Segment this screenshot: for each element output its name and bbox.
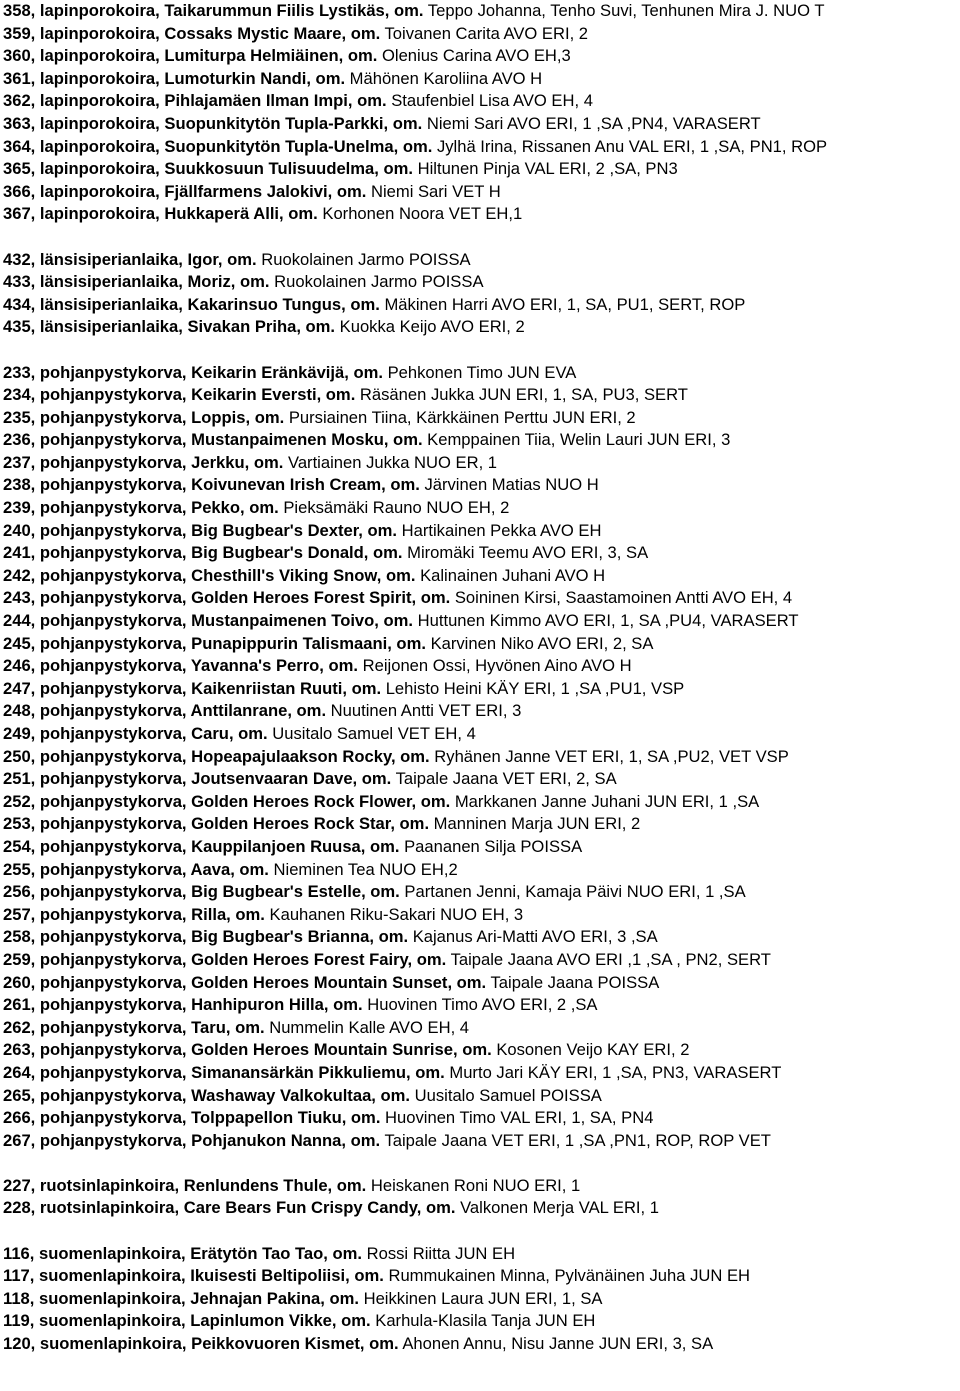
entry-result: Uusitalo Samuel POISSA: [410, 1085, 602, 1105]
result-entry: [3, 407, 957, 430]
entry-dog: 260, pohjanpystykorva, Golden Heroes Mountain Sunset, om.: [3, 972, 487, 992]
entry-result: Karhula-Klasila Tanja JUN EH: [370, 1311, 596, 1331]
result-entry: [3, 565, 957, 588]
entry-result: Taipale Jaana POISSA: [486, 972, 660, 992]
entry-result: Niemi Sari AVO ERI, 1 ,SA ,PN4, VARASERT: [422, 113, 761, 133]
result-entry: [3, 1039, 957, 1062]
entry-dog: 236, pohjanpystykorva, Mustanpaimenen Mosku, om.: [3, 430, 423, 450]
result-entry: [3, 113, 957, 136]
result-entry: [3, 678, 957, 701]
entry-dog: 233, pohjanpystykorva, Keikarin Eränkävijä, om.: [3, 362, 383, 382]
result-entry: [3, 362, 957, 385]
result-entry: [3, 452, 957, 475]
result-entry: [3, 904, 957, 927]
result-entry: [3, 68, 957, 91]
entry-result: Ryhänen Janne VET ERI, 1, SA ,PU2, VET VSP: [429, 746, 789, 766]
entry-result: Soininen Kirsi, Saastamoinen Antti AVO EH, 4: [450, 588, 793, 608]
result-entry: [3, 136, 957, 159]
result-entry: [3, 994, 957, 1017]
entry-result: Uusitalo Samuel VET EH, 4: [267, 724, 476, 743]
result-entry: [3, 633, 957, 656]
entry-dog: 246, pohjanpystykorva, Yavanna's Perro, om.: [3, 656, 359, 676]
entry-dog: 235, pohjanpystykorva, Loppis, om.: [3, 407, 285, 427]
entry-dog: 266, pohjanpystykorva, Tolppapellon Tiuku, om.: [3, 1108, 381, 1128]
entry-dog: 256, pohjanpystykorva, Big Bugbear's Estelle, om.: [3, 882, 400, 902]
result-entry: [3, 1288, 957, 1311]
entry-result: Ruokolainen Jarmo POISSA: [269, 272, 484, 292]
result-entry: [3, 1062, 957, 1085]
entry-result: Markkanen Janne Juhani JUN ERI, 1 ,SA: [450, 791, 760, 811]
result-entry: [3, 45, 957, 68]
entry-result: Korhonen Noora VET EH,1: [317, 204, 523, 224]
entry-result: Miromäki Teemu AVO ERI, 3, SA: [402, 543, 649, 563]
entry-result: Rossi Riitta JUN EH: [362, 1243, 516, 1263]
entry-dog: 253, pohjanpystykorva, Golden Heroes Rock Star, om.: [3, 814, 430, 834]
result-entry: [3, 1243, 957, 1266]
entry-dog: 239, pohjanpystykorva, Pekko, om.: [3, 498, 279, 518]
result-entry: [3, 474, 957, 497]
result-entry: [3, 723, 957, 746]
entry-dog: 117, suomenlapinkoira, Ikuisesti Beltipoliisi, om.: [3, 1266, 384, 1286]
results-document: [3, 0, 957, 1356]
entry-dog: 259, pohjanpystykorva, Golden Heroes Forest Fairy, om.: [3, 949, 447, 969]
entry-dog: 267, pohjanpystykorva, Pohjanukon Nanna, om.: [3, 1130, 381, 1150]
result-entry: [3, 23, 957, 46]
entry-result: Heikkinen Laura JUN ERI, 1, SA: [358, 1288, 603, 1308]
entry-dog: 434, länsisiperianlaika, Kakarinsuo Tungus, om.: [3, 294, 380, 314]
entry-result: Taipale Jaana VET ERI, 1 ,SA ,PN1, ROP, ROP VET: [380, 1130, 771, 1150]
result-entry: [3, 836, 957, 859]
entry-dog: 254, pohjanpystykorva, Kauppilanjoen Ruusa, om.: [3, 836, 400, 856]
entry-dog: 120, suomenlapinkoira, Peikkovuoren Kismet, om.: [3, 1334, 399, 1354]
entry-result: Valkonen Merja VAL ERI, 1: [455, 1198, 659, 1218]
entry-result: Kosonen Veijo KAY ERI, 2: [491, 1040, 690, 1060]
entry-dog: 234, pohjanpystykorva, Keikarin Eversti, om.: [3, 385, 356, 405]
result-entry: [3, 926, 957, 949]
entry-result: Taipale Jaana VET ERI, 2, SA: [391, 769, 617, 789]
result-entry: [3, 384, 957, 407]
result-entry: [3, 90, 957, 113]
entry-dog: 116, suomenlapinkoira, Erätytön Tao Tao, om.: [3, 1243, 363, 1263]
entry-dog: 366, lapinporokoira, Fjällfarmens Jalokivi, om.: [3, 181, 367, 201]
entry-result: Huovinen Timo VAL ERI, 1, SA, PN4: [380, 1108, 654, 1128]
result-entry: [3, 1107, 957, 1130]
entry-dog: 244, pohjanpystykorva, Mustanpaimenen Toivo, om.: [3, 611, 414, 631]
entry-result: Pursiainen Tiina, Kärkkäinen Perttu JUN ERI, 2: [284, 407, 636, 427]
entry-result: Reijonen Ossi, Hyvönen Aino AVO H: [358, 656, 632, 676]
entry-dog: 242, pohjanpystykorva, Chesthill's Viking Snow, om.: [3, 565, 416, 585]
result-entry: [3, 1265, 957, 1288]
entry-dog: 250, pohjanpystykorva, Hopeapajulaakson Rocky, om.: [3, 746, 430, 766]
entry-dog: 360, lapinporokoira, Lumiturpa Helmiäinen, om.: [3, 46, 378, 66]
entry-dog: 228, ruotsinlapinkoira, Care Bears Fun Crispy Candy, om.: [3, 1198, 456, 1218]
entry-dog: 237, pohjanpystykorva, Jerkku, om.: [3, 452, 284, 472]
entry-dog: 362, lapinporokoira, Pihlajamäen Ilman Impi, om.: [3, 91, 387, 111]
entry-result: Olenius Carina AVO EH,3: [377, 46, 571, 66]
result-entry: [3, 655, 957, 678]
entry-result: Pehkonen Timo JUN EVA: [382, 362, 577, 382]
entry-result: Kajanus Ari-Matti AVO ERI, 3 ,SA: [408, 927, 658, 947]
entry-result: Lehisto Heini KÄY ERI, 1 ,SA ,PU1, VSP: [381, 678, 685, 698]
result-entry: [3, 1197, 957, 1220]
entry-dog: 359, lapinporokoira, Cossaks Mystic Maare, om.: [3, 23, 381, 43]
entry-dog: 367, lapinporokoira, Hukkaperä Alli, om.: [3, 204, 318, 224]
entry-result: Kauhanen Riku-Sakari NUO EH, 3: [264, 904, 524, 924]
entry-result: Nuutinen Antti VET ERI, 3: [326, 701, 522, 721]
entry-dog: 247, pohjanpystykorva, Kaikenriistan Ruuti, om.: [3, 678, 382, 698]
entry-result: Paananen Silja POISSA: [399, 836, 583, 856]
entry-result: Partanen Jenni, Kamaja Päivi NUO ERI, 1 ,SA: [399, 882, 746, 902]
entry-dog: 435, länsisiperianlaika, Sivakan Priha, om.: [3, 317, 336, 337]
result-entry: [3, 0, 957, 23]
result-entry: [3, 316, 957, 339]
result-entry: [3, 1130, 957, 1153]
result-entry: [3, 1017, 957, 1040]
result-entry: [3, 158, 957, 181]
entry-dog: 251, pohjanpystykorva, Joutsenvaaran Dave, om.: [3, 769, 392, 789]
result-entry: [3, 249, 957, 272]
entry-result: Nieminen Tea NUO EH,2: [268, 859, 458, 879]
entry-dog: 245, pohjanpystykorva, Punapippurin Talismaani, om.: [3, 633, 426, 653]
result-entry: [3, 1175, 957, 1198]
entry-dog: 240, pohjanpystykorva, Big Bugbear's Dexter, om.: [3, 520, 398, 540]
result-entry: [3, 271, 957, 294]
entry-dog: 264, pohjanpystykorva, Simanansärkän Pikkuliemu, om.: [3, 1062, 445, 1082]
entry-dog: 258, pohjanpystykorva, Big Bugbear's Brianna, om.: [3, 927, 409, 947]
result-entry: [3, 181, 957, 204]
result-entry: [3, 203, 957, 226]
entry-result: Niemi Sari VET H: [366, 181, 501, 201]
entry-dog: 433, länsisiperianlaika, Moriz, om.: [3, 272, 270, 292]
result-entry: [3, 497, 957, 520]
result-entry: [3, 587, 957, 610]
entry-dog: 119, suomenlapinkoira, Lapinlumon Vikke, om.: [3, 1311, 371, 1331]
entry-result: Pieksämäki Rauno NUO EH, 2: [278, 498, 510, 518]
result-entry: [3, 429, 957, 452]
result-entry: [3, 610, 957, 633]
entry-result: Heiskanen Roni NUO ERI, 1: [366, 1175, 581, 1195]
result-entry: [3, 1310, 957, 1333]
result-entry: [3, 949, 957, 972]
result-entry: [3, 700, 957, 723]
result-entry: [3, 791, 957, 814]
entry-dog: 243, pohjanpystykorva, Golden Heroes Forest Spirit, om.: [3, 588, 451, 608]
result-entry: [3, 881, 957, 904]
entry-dog: 241, pohjanpystykorva, Big Bugbear's Donald, om.: [3, 543, 403, 563]
entry-dog: 358, lapinporokoira, Taikarummun Fiilis Lystikäs, om.: [3, 1, 424, 20]
entry-result: Teppo Johanna, Tenho Suvi, Tenhunen Mira J. NUO T: [423, 1, 825, 20]
entry-result: Taipale Jaana AVO ERI ,1 ,SA , PN2, SERT: [446, 949, 771, 969]
result-entry: [3, 294, 957, 317]
entry-dog: 227, ruotsinlapinkoira, Renlundens Thule, om.: [3, 1175, 367, 1195]
entry-result: Karvinen Niko AVO ERI, 2, SA: [425, 633, 654, 653]
entry-result: Räsänen Jukka JUN ERI, 1, SA, PU3, SERT: [355, 385, 688, 405]
entry-dog: 265, pohjanpystykorva, Washaway Valkokultaa, om.: [3, 1085, 411, 1105]
entry-dog: 263, pohjanpystykorva, Golden Heroes Mountain Sunrise, om.: [3, 1040, 492, 1060]
entry-dog: 365, lapinporokoira, Suukkosuun Tulisuudelma, om.: [3, 159, 413, 179]
entry-result: Toivanen Carita AVO ERI, 2: [380, 23, 589, 43]
entry-result: Rummukainen Minna, Pylvänäinen Juha JUN EH: [383, 1266, 751, 1286]
entry-dog: 252, pohjanpystykorva, Golden Heroes Rock Flower, om.: [3, 791, 451, 811]
entry-result: Kalinainen Juhani AVO H: [415, 565, 606, 585]
entry-dog: 262, pohjanpystykorva, Taru, om.: [3, 1017, 265, 1037]
entry-result: Ahonen Annu, Nisu Janne JUN ERI, 3, SA: [398, 1334, 714, 1354]
entry-result: Vartiainen Jukka NUO ER, 1: [283, 452, 498, 472]
entry-result: Huovinen Timo AVO ERI, 2 ,SA: [362, 995, 598, 1015]
result-entry: [3, 813, 957, 836]
entry-result: Huttunen Kimmo AVO ERI, 1, SA ,PU4, VARASERT: [413, 611, 799, 631]
entry-dog: 361, lapinporokoira, Lumoturkin Nandi, om.: [3, 68, 346, 88]
entry-result: Nummelin Kalle AVO EH, 4: [264, 1017, 470, 1037]
entry-result: Ruokolainen Jarmo POISSA: [256, 249, 471, 269]
result-entry: [3, 542, 957, 565]
result-entry: [3, 768, 957, 791]
entry-result: Mäkinen Harri AVO ERI, 1, SA, PU1, SERT, ROP: [379, 294, 746, 314]
entry-result: Järvinen Matias NUO H: [419, 475, 599, 495]
entry-result: Hartikainen Pekka AVO EH: [397, 520, 602, 540]
entry-dog: 238, pohjanpystykorva, Koivunevan Irish Cream, om.: [3, 475, 420, 495]
result-entry: [3, 972, 957, 995]
entry-dog: 249, pohjanpystykorva, Caru, om.: [3, 724, 268, 743]
result-entry: [3, 859, 957, 882]
entry-result: Murto Jari KÄY ERI, 1 ,SA, PN3, VARASERT: [444, 1062, 782, 1082]
result-entry: [3, 1333, 957, 1356]
entry-dog: 255, pohjanpystykorva, Aava, om.: [3, 859, 269, 879]
entry-result: Hiltunen Pinja VAL ERI, 2 ,SA, PN3: [413, 159, 678, 179]
entry-dog: 248, pohjanpystykorva, Anttilanrane, om.: [3, 701, 327, 721]
entry-dog: 363, lapinporokoira, Suopunkitytön Tupla-Parkki, om.: [3, 113, 423, 133]
result-entry: [3, 520, 957, 543]
entry-result: Kemppainen Tiia, Welin Lauri JUN ERI, 3: [422, 430, 731, 450]
entry-dog: 118, suomenlapinkoira, Jehnajan Pakina, om.: [3, 1288, 359, 1308]
result-entry: [3, 746, 957, 769]
entry-result: Mähönen Karoliina AVO H: [345, 68, 543, 88]
entry-dog: 364, lapinporokoira, Suopunkitytön Tupla-Unelma, om.: [3, 136, 433, 156]
entry-dog: 432, länsisiperianlaika, Igor, om.: [3, 249, 257, 269]
entry-result: Jylhä Irina, Rissanen Anu VAL ERI, 1 ,SA, PN1, ROP: [432, 136, 828, 156]
entry-dog: 261, pohjanpystykorva, Hanhipuron Hilla, om.: [3, 995, 363, 1015]
entry-result: Manninen Marja JUN ERI, 2: [429, 814, 641, 834]
entry-result: Kuokka Keijo AVO ERI, 2: [335, 317, 525, 337]
result-entry: [3, 1085, 957, 1108]
entry-result: Staufenbiel Lisa AVO EH, 4: [386, 91, 593, 111]
entry-dog: 257, pohjanpystykorva, Rilla, om.: [3, 904, 265, 924]
